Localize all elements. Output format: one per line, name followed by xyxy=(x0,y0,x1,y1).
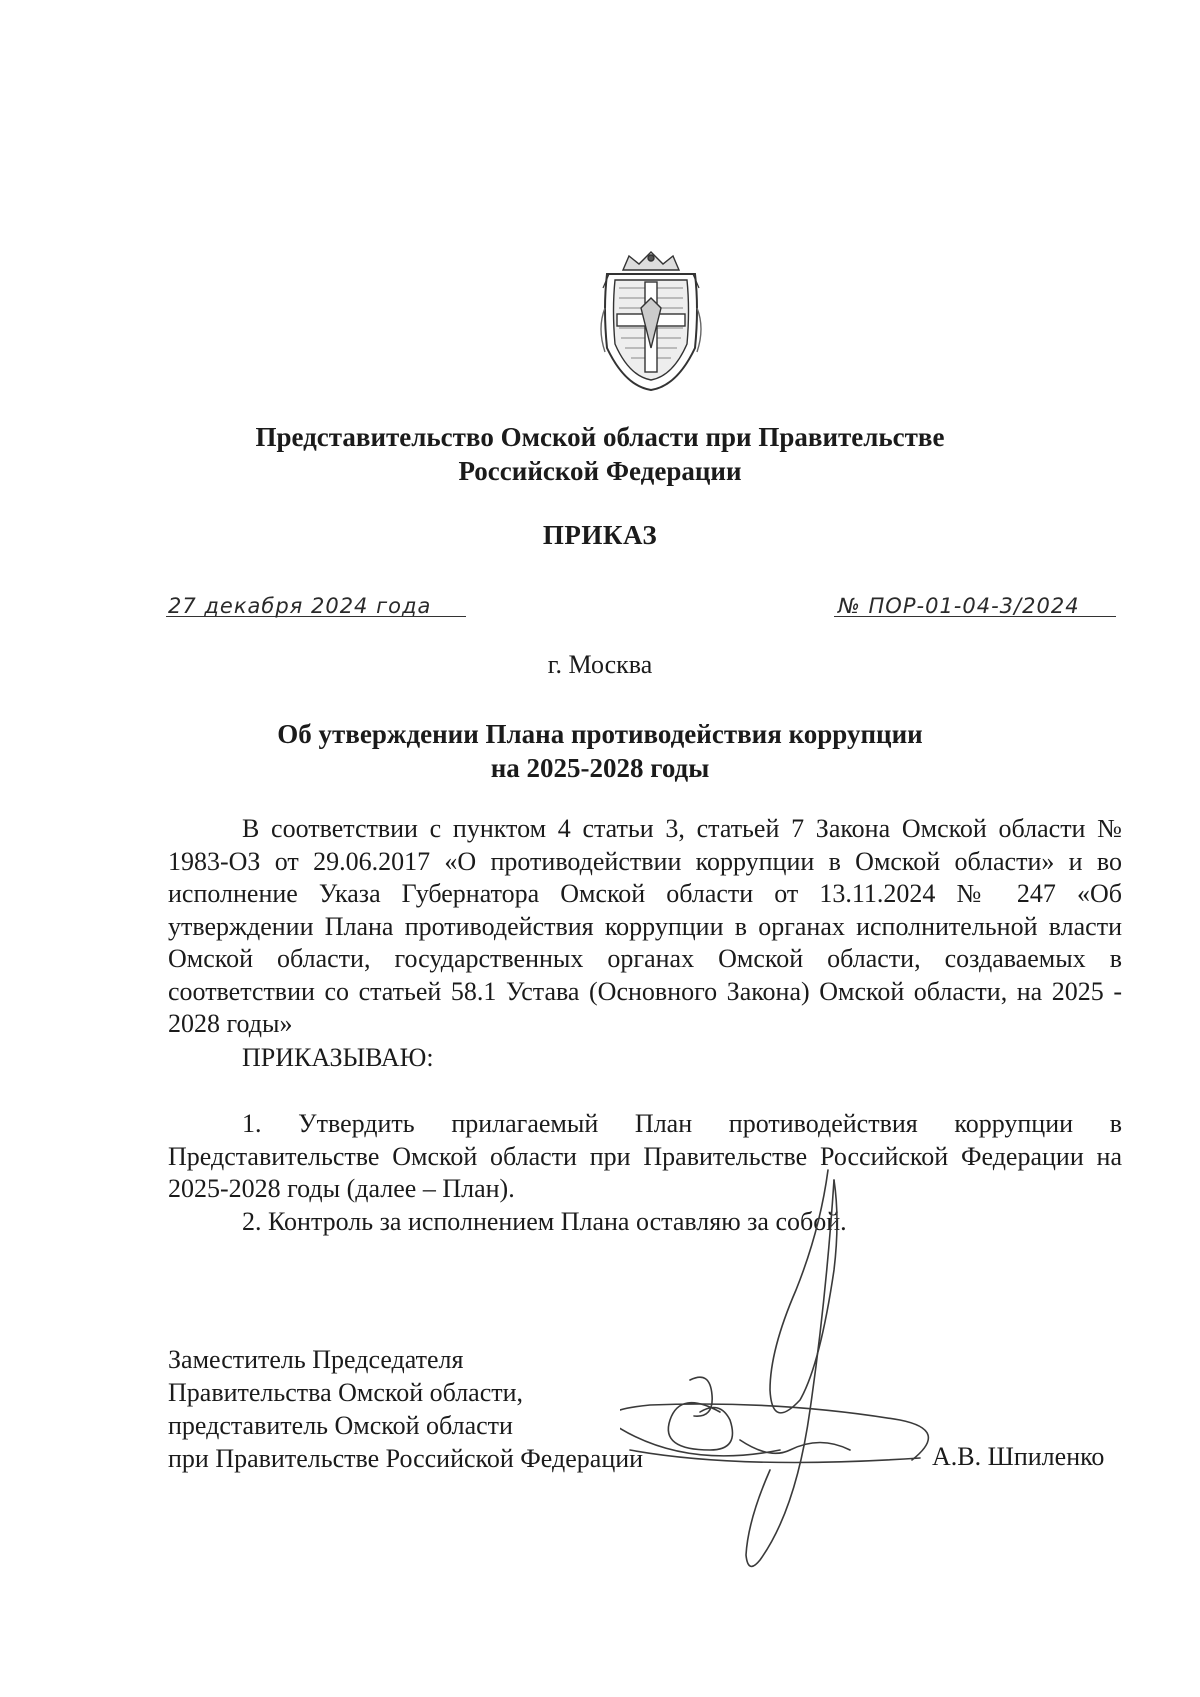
document-type-title: ПРИКАЗ xyxy=(542,520,658,550)
organization-name-line1: Представительство Омской области при Правительстве xyxy=(255,422,945,452)
handwritten-signature xyxy=(620,1150,1040,1590)
subject-line2: на 2025-2028 годы xyxy=(490,753,710,783)
signatory-line4: при Правительстве Российской Федерации xyxy=(168,1444,644,1473)
signatory-line1: Заместитель Председателя xyxy=(168,1345,464,1374)
signatory-line3: представитель Омской области xyxy=(168,1411,513,1440)
city: г. Москва xyxy=(547,650,653,679)
order-number: № ПОР-01-04-3/2024 xyxy=(838,594,1080,618)
signer-name: А.В. Шпиленко xyxy=(932,1442,1105,1471)
order-date: 27 декабря 2024 года xyxy=(168,594,432,618)
order-item-2: 2. Контроль за исполнением Плана оставляю за собой. xyxy=(242,1206,847,1236)
subject-line1: Об утверждении Плана противодействия коррупции xyxy=(277,719,923,749)
coat-of-arms-icon xyxy=(595,248,707,393)
preamble-paragraph: В соответствии с пунктом 4 статьи 3, статьей 7 Закона Омской области № 1983-ОЗ от 29.06.2017 «О противодействии коррупции в Омской области» и во исполнение Указа Губернатора Омской области от 13.11.2024 № 247 «Об утверждении Плана противодействия коррупции в органах исполнительной власти Омской области, государственных органах Омской области, создаваемых в соответствии со статьей 58.1 Устава (Основного Закона) Омской области, на 2025 - 2028 годы» xyxy=(168,814,1122,1038)
organization-name-line2: Российской Федерации xyxy=(458,456,742,486)
preamble-section xyxy=(168,813,1122,1041)
order-item-1: 1. Утвердить прилагаемый План противодействия коррупции в Представительстве Омской области при Правительстве Российской Федерации на 2025-2028 годы (далее – План). xyxy=(168,1109,1122,1203)
signatory-line2: Правительства Омской области, xyxy=(168,1378,524,1407)
order-directive-word: ПРИКАЗЫВАЮ: xyxy=(242,1043,434,1072)
signatory-position xyxy=(168,1343,643,1475)
